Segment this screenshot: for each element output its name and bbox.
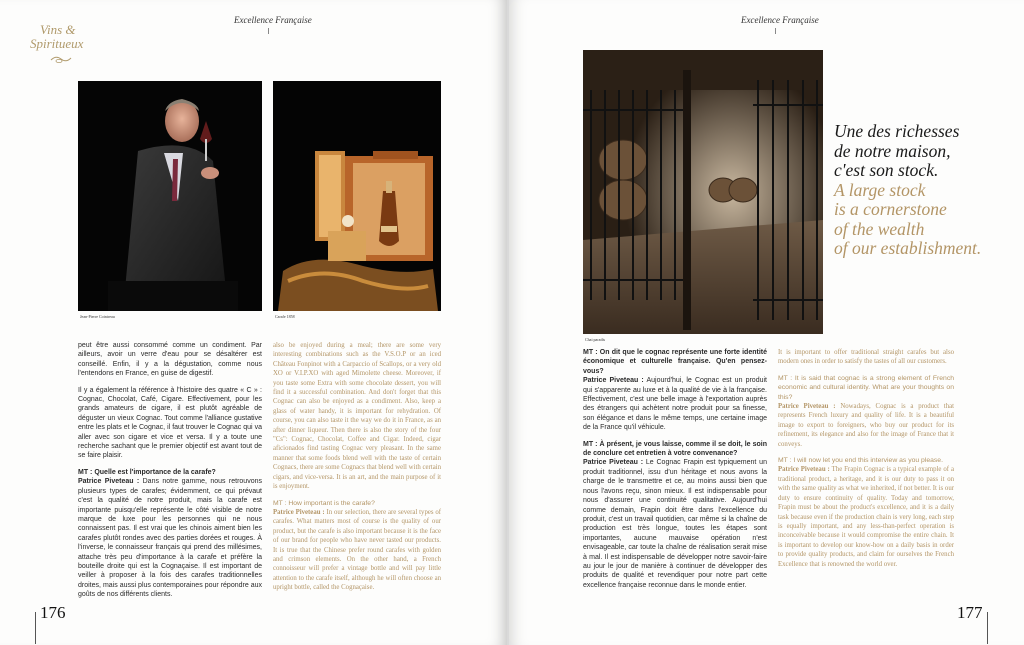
left-fr-question: MT : Quelle est l'importance de la carafe? <box>78 468 216 476</box>
left-en-answer: In our selection, there are several types of carafes. What matters most of course is the quality of our product, but the carafe is also important because it is the face of our brand for people who have never tasted our products. It is true that the Chinese prefer round carafes with golden and crimson elements. On the other hand, a French connoisseur will prefer a vintage bottle and will pay little attention to the carafe itself, although he will often choose an upright bottle, called the Cognaçaise. <box>273 508 442 592</box>
pull-quote-fr-line: c'est son stock. <box>834 160 939 180</box>
left-en-qa <box>273 499 441 593</box>
running-head-right: Excellence Française <box>741 15 819 25</box>
right-page <box>509 0 1024 645</box>
left-col-french <box>78 341 262 599</box>
left-en-question: MT : How important is the carafe? <box>273 499 375 507</box>
right-fr-question-1: MT : On dit que le cognac représente une forte identité économique et culturelle française. Qu'en pensez-vous? <box>583 349 767 375</box>
left-col-english <box>273 341 441 593</box>
logo-line1: Vins & <box>40 22 76 37</box>
left-fr-para-2: Il y a également la référence à l'histoire des quatre « C » : Cognac, Chocolat, Café, Cigare. Effectivement, pour les grands amateurs de cigare, il est plutôt agréable de déguster un vieux Cognac. Tout comme l'alliance gustative entre les plats et le Cognac, il faut trouver le Cognac qui va aller avec son cigare et vice et versa. Il y a toute une recherche sachant que le premier objectif est avant tout de se faire plaisir. <box>78 386 262 460</box>
page-number-left: 176 <box>40 603 66 622</box>
left-page <box>0 0 507 645</box>
right-col-french <box>583 348 767 593</box>
right-fr-speaker-2: Patrice Piveteau : <box>583 459 644 467</box>
pull-quote-english <box>834 181 1020 259</box>
right-en-answer-1: Nowadays, Cognac is a product that represents French luxury and quality of life. It is a beautiful image to export to foreigners, who buy our product for its refinement, its elegance and also for the image of France that it conveys. <box>778 403 954 448</box>
right-en-para-1: It is important to offer traditional straight carafes but also modern ones in order to satisfy the tastes of all our customers. <box>778 349 954 366</box>
right-fr-qa-1 <box>583 348 767 433</box>
pull-quote-fr-line: de notre maison, <box>834 140 951 161</box>
pull-quote-en-line: of our establishment. <box>834 238 982 258</box>
left-en-speaker: Patrice Piveteau : <box>273 508 325 516</box>
right-fr-question-2: MT : À présent, je vous laisse, comme il se doit, le soin de conclure cet entretien à votre convenance? <box>583 440 767 458</box>
logo-line2: Spiritueux <box>30 36 84 51</box>
right-en-question-1: MT : It is said that cognac is a strong element of French economic and cultural identity. What are your thoughts on this? <box>778 374 954 401</box>
pull-quote-en-line: A large stock <box>834 179 926 200</box>
pull-quote-en-line: of the wealth <box>834 218 925 239</box>
running-rule-right <box>775 28 776 34</box>
right-fr-qa-2 <box>583 440 767 591</box>
running-rule-left <box>268 28 269 34</box>
left-fr-para-1: peut être aussi consommé comme un condiment. Par ailleurs, avoir un verre d'eau pour se désaltérer est conseillé. Enfin, il y a la dégustation, comme nous l'entendons en France, en guise de digestif. <box>78 342 262 378</box>
right-en-question-2: MT : I will now let you end this interview as you please. <box>778 457 943 465</box>
right-fr-speaker-1: Patrice Piveteau : <box>583 377 644 385</box>
pull-quote-fr-line: Une des richesses <box>834 121 960 141</box>
carafe-photo <box>273 81 441 311</box>
carafe-case-image <box>273 81 441 311</box>
right-en-qa-2 <box>778 456 954 569</box>
left-fr-qa <box>78 468 262 600</box>
right-en-answer-2: The Frapin Cognac is a typical example of a traditional product, a heritage, and it is our duty to pass it on with the same quality as what we inherited, if not better. It is our duty to ensure continuity of quality. Today and tomorrow, Frapin must be about the product's excellence, and it is a daily task because even if the production chain is very long, each step is equally important, and any less-than-perfect operation is inconceivable because it would compromise the entire chain. It is important to develop our know-how on a daily basis in order to provide quality products, and claim for ourselves the French Excellence that is renowned the world over. <box>778 466 954 568</box>
right-en-speaker-1: Patrice Piveteau : <box>778 403 836 411</box>
pull-quote-en-line: is a cornerstone <box>834 199 947 219</box>
portrait-photo <box>78 81 262 311</box>
page-number-right: 177 <box>957 603 983 622</box>
pull-quote-french <box>834 122 1020 181</box>
carafe-caption: Carafe 1858 <box>275 314 295 319</box>
cellar-caption: Chai paradis <box>585 337 606 342</box>
right-fr-answer-1: Aujourd'hui, le Cognac est un produit qui s'apparente au luxe et à la qualité de vie à la française. Effectivement, c'est une belle image à l'exportation auprès des étrangers qui achètent notre produit pour sa finesse, son élégance et dans le même temps, une certaine image de la France qu'il véhicule. <box>583 377 767 432</box>
pull-quote <box>834 122 1020 259</box>
left-en-para-1: also be enjoyed during a meal; there are some very interesting combinations such as the V.S.O.P or an iced Château Fonpinot with a Carpaccio of Scallops, or a very old XO or V.I.P.XO with aged Mimolette cheese. Moreover, if you taste some Extra with some chocolate dessert, you will find it a successful combination. And don't forget that this Cognac can also be enjoyed as a condiment. Also, keep a glass of water handy, it is important for rehydration. Of course, you can also taste it the way we do it in France, as an after dinner liqueur. Then there is also the story of the four "Cs": Cognac, Chocolat, Coffee and Cigar. Indeed, cigar aficionados find tasting Cognac very pleasant. In the same manner that some foods blend well with the taste of certain Cognacs, there are some Cognacs that blend well with certain cigars, and vice-versa. It is an art, and the main purpose of it is enjoyment. <box>273 342 441 491</box>
right-col-english <box>778 348 954 593</box>
cellar-gate-image <box>583 50 823 334</box>
cellar-photo <box>583 50 823 334</box>
right-fr-answer-2: Le Cognac Frapin est typiquement un produit traditionnel, issu d'un héritage et nous avons la charge de le transmettre et ce, au moins aussi bien que nous l'avons reçu, sinon mieux. Il est indispensable pour nous d'assurer une continuité qualitative. Aujourd'hui comme demain, Frapin doit être dans l'excellence du produit, c'est un travail quotidien, car même si la chaîne de production est très longue, toutes les étapes sont importantes, aucune mauvaise opération n'est envisageable, car toute la chaîne de réalisation serait mise à mal. Il est indispensable de développer notre savoir-faire au jour le jour de manière à continuer de développer des produits de qualité et revendiquer pour notre part cette excellence française reconnue dans le monde entier. <box>583 459 767 589</box>
right-en-speaker-2: Patrice Piveteau : <box>778 466 830 474</box>
right-en-qa-1 <box>778 374 954 449</box>
vins-spiritueux-logo <box>28 20 98 70</box>
logo-flourish-icon <box>50 54 72 64</box>
folio-rule-left <box>35 612 36 644</box>
running-head-left: Excellence Française <box>234 15 312 25</box>
man-portrait-image <box>78 81 262 311</box>
left-fr-speaker: Patrice Piveteau : <box>78 478 140 486</box>
folio-rule-right <box>987 612 988 644</box>
portrait-caption: Jean-Pierre Cointreau <box>80 314 115 319</box>
left-fr-answer: Dans notre gamme, nous retrouvons plusieurs types de carafes; évidemment, ce qui prévaut c'est la qualité de notre produit, mais la carafe est importante puisqu'elle représente le côté visible de notre marque de luxe pour les personnes qui ne nous connaissent pas. Il est vrai que les chinois aiment bien les carafes plutôt rondes avec des parties dorées et rouges. À l'inverse, le connaisseur français qui prend des millésimes, attache très peu d'importance à la carafe et préfère la bouteille droite qui est la Cognaçaise. Il est important de veiller à proposer à la fois des carafes traditionnelles droites, mais aussi plus contemporaines pour répondre aux goûts de nos différents clients. <box>78 478 262 599</box>
